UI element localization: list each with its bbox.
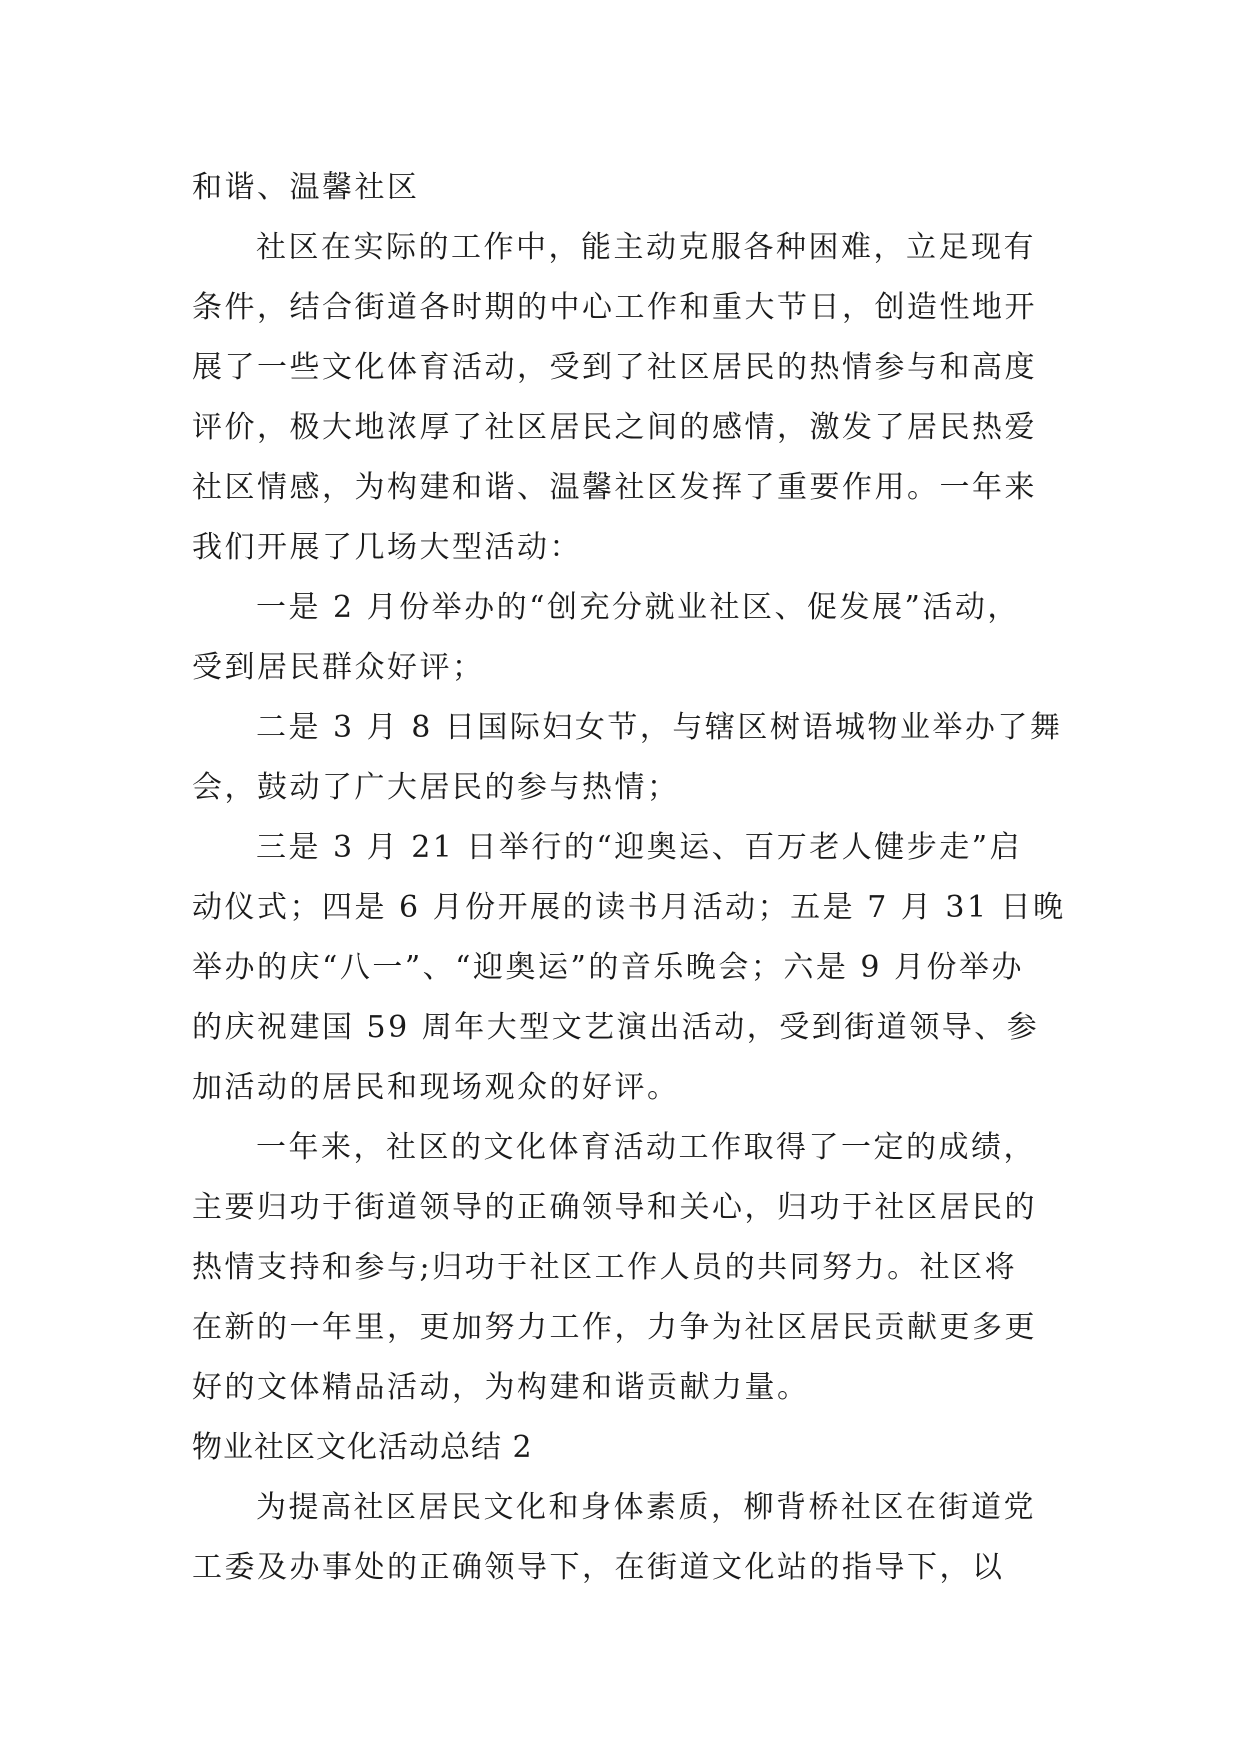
document-body [192,158,1072,1598]
paragraph-line: 一是 2 月份举办的“创充分就业社区、促发展”活动， [256,590,1020,625]
paragraph-line: 条件，结合街道各时期的中心工作和重大节日，创造性地开 [192,290,1037,325]
paragraph-line: 好的文体精品活动，为构建和谐贡献力量。 [192,1370,810,1405]
paragraph-line: 受到居民群众好评； [192,650,485,685]
paragraph-line: 为提高社区居民文化和身体素质，柳背桥社区在街道党 [256,1490,1036,1525]
paragraph-line: 动仪式；四是 6 月份开展的读书月活动；五是 7 月 31 日晚 [192,890,1066,925]
paragraph-line: 主要归功于街道领导的正确领导和关心，归功于社区居民的 [192,1190,1037,1225]
paragraph-line: 热情支持和参与;归功于社区工作人员的共同努力。社区将 [192,1250,1018,1285]
paragraph-line: 展了一些文化体育活动，受到了社区居民的热情参与和高度 [192,350,1037,385]
section-heading: 物业社区文化活动总结 2 [192,1430,533,1465]
paragraph-line: 的庆祝建国 59 周年大型文艺演出活动，受到街道领导、参 [192,1010,1040,1045]
paragraph-line: 工委及办事处的正确领导下，在街道文化站的指导下，以 [192,1550,1005,1585]
paragraph-line: 社区情感，为构建和谐、温馨社区发挥了重要作用。一年来 [192,470,1037,505]
paragraph-line: 会，鼓动了广大居民的参与热情； [192,770,680,805]
paragraph-line: 举办的庆“八一”、“迎奥运”的音乐晚会；六是 9 月份举办 [192,950,1025,985]
paragraph-line: 和谐、温馨社区 [192,170,420,205]
paragraph-line: 一年来，社区的文化体育活动工作取得了一定的成绩， [256,1130,1036,1165]
paragraph-line: 我们开展了几场大型活动： [192,530,582,565]
paragraph-line: 在新的一年里，更加努力工作，力争为社区居民贡献更多更 [192,1310,1037,1345]
paragraph-line: 加活动的居民和现场观众的好评。 [192,1070,680,1105]
paragraph-line: 二是 3 月 8 日国际妇女节，与辖区树语城物业举办了舞 [256,710,1063,745]
paragraph-line: 评价，极大地浓厚了社区居民之间的感情，激发了居民热爱 [192,410,1037,445]
paragraph-line: 社区在实际的工作中，能主动克服各种困难，立足现有 [256,230,1036,265]
paragraph-line: 三是 3 月 21 日举行的“迎奥运、百万老人健步走”启 [256,830,1023,865]
